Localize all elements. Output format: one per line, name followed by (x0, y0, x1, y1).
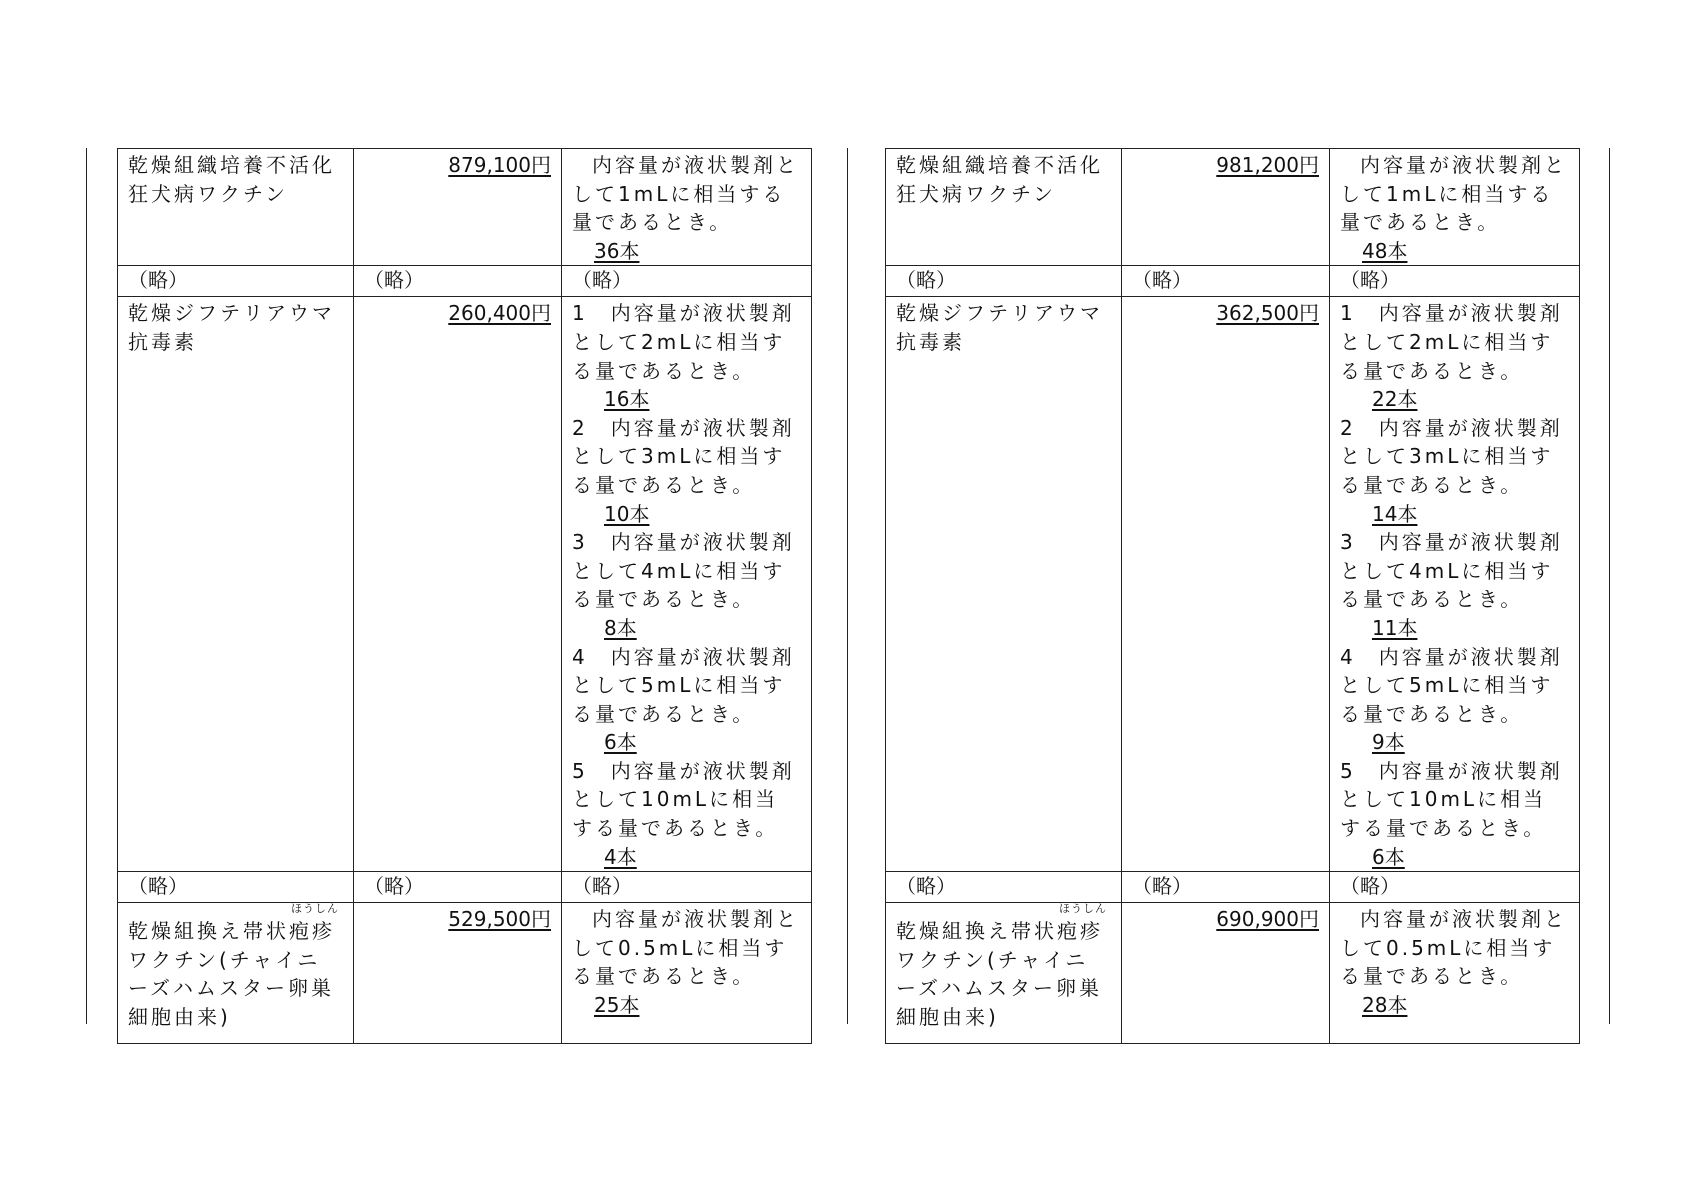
ruby-reading: ほうしん (1059, 902, 1107, 916)
ruby-word (1057, 902, 1107, 946)
omitted-cell: （略） (886, 266, 1122, 297)
quantity-item (572, 528, 801, 642)
product-name: 乾燥ジフテリアウマ抗毒素 (896, 301, 1103, 354)
omitted-cell: （略） (1330, 266, 1580, 297)
quantity-count: 11本 (1372, 615, 1418, 640)
quantity-count: 6本 (1372, 844, 1405, 869)
product-name: 乾燥組織培養不活化狂犬病ワクチン (128, 153, 335, 206)
price-cell (1122, 149, 1330, 266)
price-table-left (117, 148, 812, 1044)
quantity-cell (562, 903, 812, 1044)
price-cell (354, 149, 562, 266)
table-row (886, 903, 1580, 1044)
omitted-cell: （略） (118, 266, 354, 297)
item-text: 内容量が液状製剤として3mLに相当する量であるとき。 (572, 415, 795, 497)
table-row (886, 297, 1580, 872)
price-value: 879,100円 (448, 153, 551, 177)
quantity-count: 25本 (594, 993, 640, 1018)
item-text: 内容量が液状製剤として10mLに相当する量であるとき。 (1340, 758, 1563, 841)
omitted-cell: （略） (1122, 872, 1330, 903)
product-name-cell (886, 297, 1122, 872)
price-value: 260,400円 (448, 301, 551, 326)
quantity-item (572, 299, 801, 413)
price-value: 981,200円 (1216, 153, 1319, 177)
quantity-item (1340, 528, 1569, 642)
product-name-cell (118, 903, 354, 1044)
price-cell (1122, 903, 1330, 1044)
product-name-suffix: ワクチン(チャイニーズハムスター卵巣細胞由来) (896, 947, 1102, 1030)
center-divider-rule (847, 148, 848, 1024)
quantity-count: 36本 (594, 238, 640, 263)
quantity-count: 9本 (1372, 730, 1405, 755)
price-cell (1122, 297, 1330, 872)
item-number: 1 (1340, 301, 1356, 326)
product-name-cell (886, 903, 1122, 1044)
product-name-cell (886, 149, 1122, 266)
omitted-row (118, 872, 812, 903)
item-number: 4 (572, 644, 588, 669)
omitted-cell: （略） (562, 266, 812, 297)
quantity-count: 4本 (604, 844, 637, 869)
item-text: 内容量が液状製剤として5mLに相当する量であるとき。 (1340, 644, 1563, 726)
quantity-cell (562, 297, 812, 872)
quantity-count: 14本 (1372, 501, 1418, 526)
omitted-cell: （略） (354, 266, 562, 297)
ruby-base: 疱疹 (1057, 919, 1103, 944)
price-value: 362,500円 (1216, 301, 1319, 326)
omitted-row (886, 872, 1580, 903)
product-name-cell (118, 297, 354, 872)
quantity-count: 10本 (604, 501, 650, 526)
quantity-item (1340, 414, 1569, 528)
item-number: 4 (1340, 644, 1356, 669)
table-panel-left (117, 148, 811, 1044)
quantity-count: 28本 (1362, 993, 1408, 1018)
quantity-item (572, 414, 801, 528)
price-value: 529,500円 (448, 907, 551, 932)
quantity-description: 内容量が液状製剤として0.5mLに相当する量であるとき。 (1340, 907, 1567, 989)
omitted-row (886, 266, 1580, 297)
item-text: 内容量が液状製剤として3mLに相当する量であるとき。 (1340, 415, 1563, 497)
item-number: 1 (572, 301, 588, 326)
quantity-count: 48本 (1362, 238, 1408, 263)
item-number: 3 (572, 530, 588, 555)
omitted-cell: （略） (562, 872, 812, 903)
omitted-cell: （略） (118, 872, 354, 903)
table-row (886, 149, 1580, 266)
ruby-word (289, 902, 339, 946)
quantity-count: 8本 (604, 615, 637, 640)
item-number: 2 (1340, 415, 1356, 440)
item-text: 内容量が液状製剤として2mLに相当する量であるとき。 (572, 301, 795, 383)
omitted-row (118, 266, 812, 297)
price-cell (354, 297, 562, 872)
quantity-description: 内容量が液状製剤として1mLに相当する量であるとき。 (572, 153, 799, 235)
product-name: 乾燥組織培養不活化狂犬病ワクチン (896, 153, 1103, 206)
quantity-description: 内容量が液状製剤として0.5mLに相当する量であるとき。 (572, 907, 799, 989)
quantity-count: 22本 (1372, 387, 1418, 412)
product-name-prefix: 乾燥組換え帯状 (896, 919, 1057, 944)
item-number: 5 (572, 758, 588, 783)
item-text: 内容量が液状製剤として10mLに相当する量であるとき。 (572, 758, 795, 841)
item-number: 3 (1340, 530, 1356, 555)
item-text: 内容量が液状製剤として2mLに相当する量であるとき。 (1340, 301, 1563, 383)
price-value: 690,900円 (1216, 907, 1319, 932)
omitted-cell: （略） (1330, 872, 1580, 903)
right-margin-rule (1609, 148, 1610, 1024)
left-margin-rule (86, 148, 87, 1024)
product-name-prefix: 乾燥組換え帯状 (128, 919, 289, 944)
item-number: 2 (572, 415, 588, 440)
item-number: 5 (1340, 758, 1356, 783)
item-text: 内容量が液状製剤として5mLに相当する量であるとき。 (572, 644, 795, 726)
quantity-cell (562, 149, 812, 266)
price-table-right (885, 148, 1580, 1044)
quantity-item (1340, 757, 1569, 871)
quantity-cell (1330, 903, 1580, 1044)
table-row (118, 149, 812, 266)
quantity-item (1340, 643, 1569, 757)
item-text: 内容量が液状製剤として4mLに相当する量であるとき。 (572, 530, 795, 612)
quantity-item (1340, 299, 1569, 413)
quantity-cell (1330, 149, 1580, 266)
quantity-item (572, 643, 801, 757)
product-name: 乾燥ジフテリアウマ抗毒素 (128, 301, 335, 354)
table-row (118, 903, 812, 1044)
product-name-suffix: ワクチン(チャイニーズハムスター卵巣細胞由来) (128, 947, 334, 1030)
quantity-count: 6本 (604, 730, 637, 755)
table-panel-right (885, 148, 1579, 1044)
quantity-cell (1330, 297, 1580, 872)
omitted-cell: （略） (354, 872, 562, 903)
quantity-count: 16本 (604, 387, 650, 412)
product-name-cell (118, 149, 354, 266)
quantity-description: 内容量が液状製剤として1mLに相当する量であるとき。 (1340, 153, 1567, 235)
quantity-item (572, 757, 801, 871)
price-cell (354, 903, 562, 1044)
table-row (118, 297, 812, 872)
ruby-reading: ほうしん (291, 902, 339, 916)
item-text: 内容量が液状製剤として4mLに相当する量であるとき。 (1340, 530, 1563, 612)
omitted-cell: （略） (886, 872, 1122, 903)
ruby-base: 疱疹 (289, 919, 335, 944)
omitted-cell: （略） (1122, 266, 1330, 297)
